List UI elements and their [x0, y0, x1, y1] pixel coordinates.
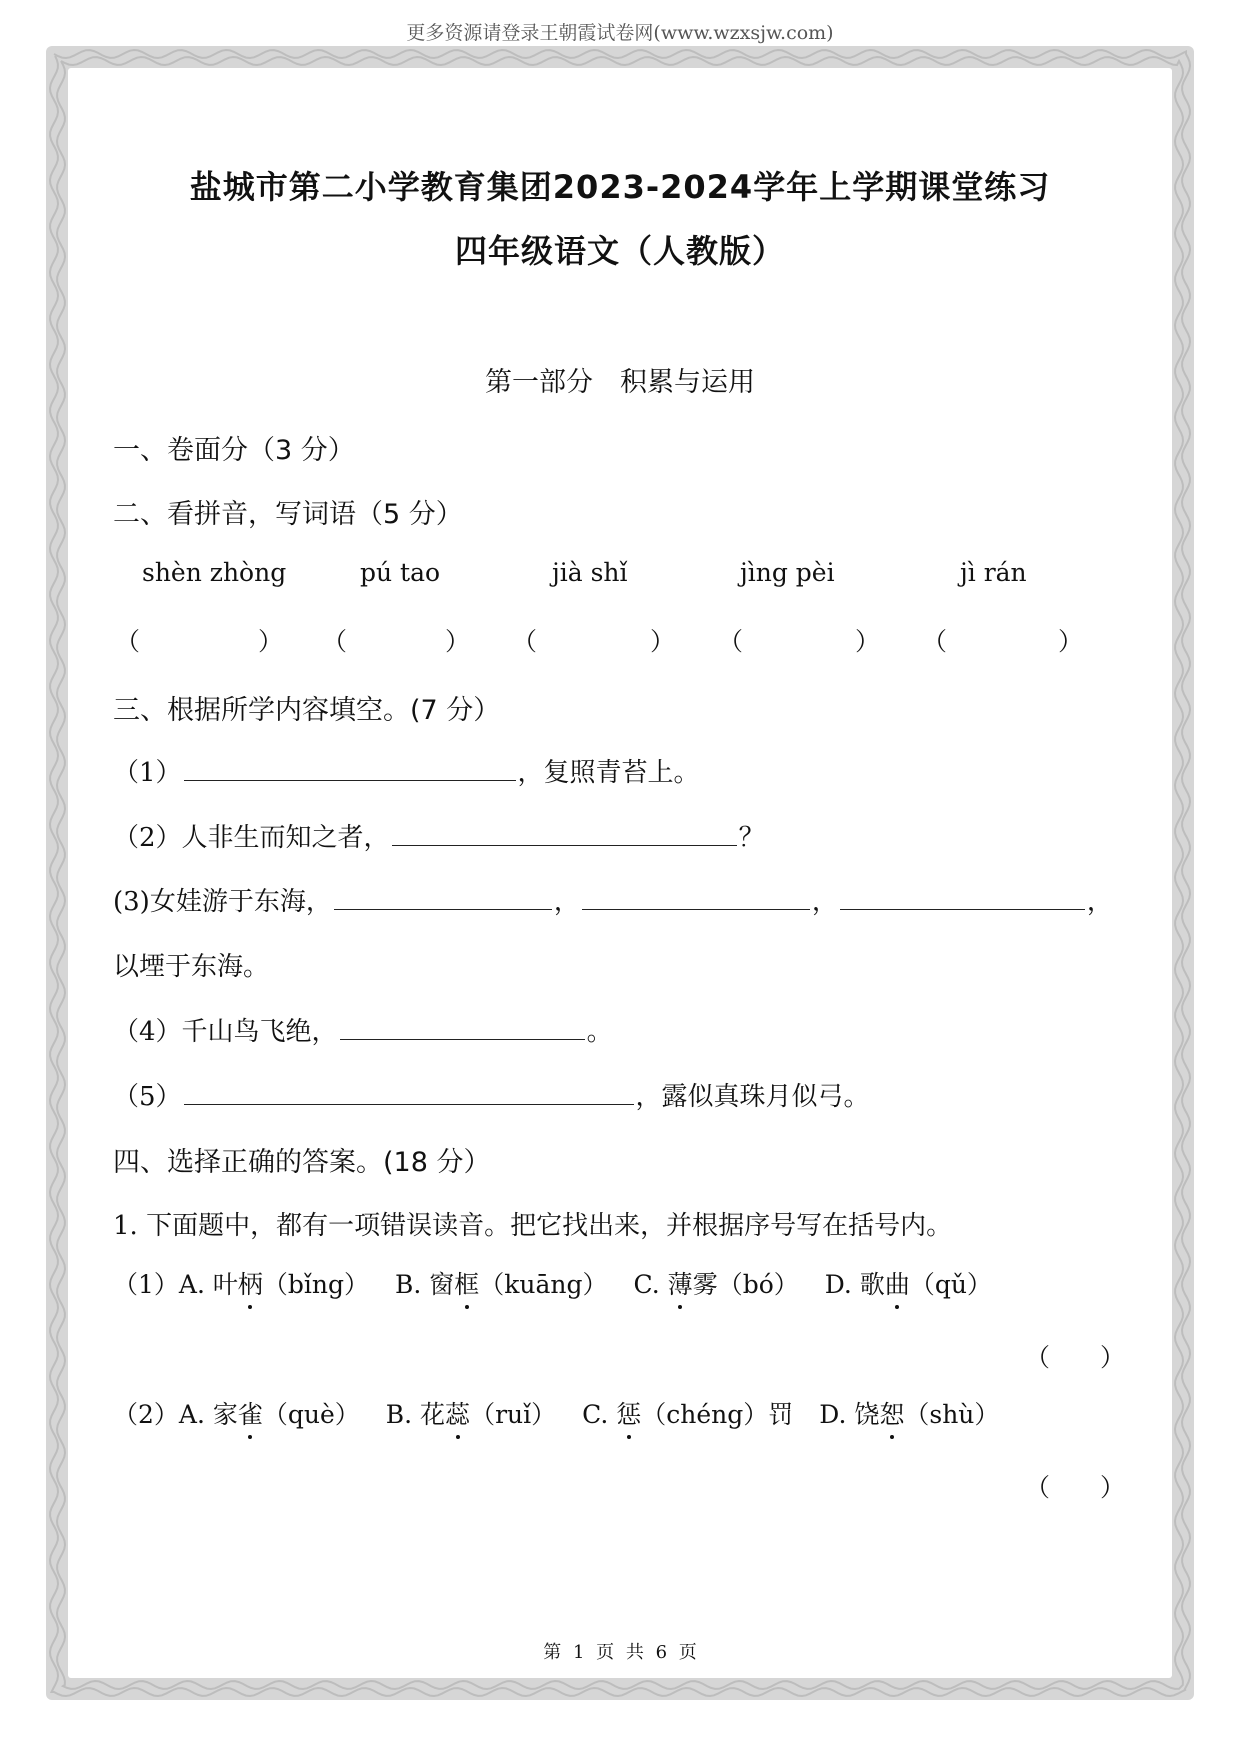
question-2-heading: 二、看拼音，写词语（5 分） [113, 499, 463, 530]
option-c: C. [582, 1400, 617, 1429]
fill-item-3-continued: 以堙于东海。 [113, 952, 270, 982]
item-text: 千山鸟飞绝， [181, 1017, 338, 1047]
question-1-heading: 一、卷面分（3 分） [113, 435, 355, 466]
option-d: D. 歌 [824, 1270, 885, 1299]
pinyin-item: shèn zhòng [142, 558, 287, 587]
answer-blank[interactable] [392, 819, 737, 846]
paren-close: ） [258, 627, 284, 656]
dotted-char: 薄 [668, 1265, 693, 1301]
option-c: C. [633, 1270, 668, 1299]
dotted-char: 恕 [879, 1395, 904, 1431]
dotted-char: 惩 [616, 1395, 641, 1431]
choice-row-1 [113, 1265, 992, 1301]
paren-open: （ [322, 627, 348, 656]
answer-blank[interactable] [582, 883, 810, 910]
item-text: ， [553, 887, 580, 917]
option-pinyin: （ruǐ） [470, 1400, 557, 1429]
item-label: （4） [113, 1017, 182, 1047]
item-text: 。 [586, 1017, 613, 1047]
dotted-char: 曲 [885, 1265, 910, 1301]
answer-blank[interactable] [340, 1013, 585, 1040]
item-text: ？ [738, 823, 765, 853]
fill-item-3 [113, 881, 1113, 918]
item-text: ，复照青苔上。 [517, 758, 700, 788]
paren-close: ） [445, 627, 471, 656]
item-text: 人非生而知之者， [181, 823, 390, 853]
paren-open: （ [922, 627, 948, 656]
option-pinyin: （chéng）罚 [641, 1400, 794, 1429]
question-4-heading: 四、选择正确的答案。(18 分） [113, 1147, 491, 1178]
paren-open: （ [512, 627, 538, 656]
dotted-char: 雀 [238, 1395, 263, 1431]
pinyin-item: jià shǐ [552, 558, 628, 587]
answer-blank[interactable] [840, 883, 1085, 910]
answer-paren-1[interactable]: （ ） [1025, 1343, 1126, 1372]
dotted-char: 蕊 [445, 1395, 470, 1431]
option-a: A. 叶 [178, 1270, 238, 1299]
option-text: 雾 [692, 1270, 718, 1299]
item-text: ， [811, 887, 838, 917]
page-number: 第 1 页 共 6 页 [543, 1642, 697, 1663]
item-label: （1） [113, 758, 182, 788]
dotted-char: 柄 [238, 1265, 263, 1301]
dotted-char: 框 [454, 1265, 479, 1301]
fill-item-4 [113, 1011, 613, 1048]
exam-subtitle: 四年级语文（人教版） [454, 232, 785, 270]
option-b: B. 窗 [394, 1270, 455, 1299]
paren-close: ） [650, 627, 676, 656]
item-label: （2） [113, 823, 182, 853]
option-pinyin: （bó） [717, 1270, 799, 1299]
pinyin-item: jìng pèi [740, 558, 835, 587]
answer-blank[interactable] [184, 1078, 634, 1105]
fill-item-2 [113, 817, 765, 854]
fill-item-1 [113, 752, 700, 789]
part1-title: 第一部分 积累与运用 [485, 367, 755, 398]
option-pinyin: （qǔ） [909, 1270, 992, 1299]
option-pinyin: （shù） [904, 1400, 1000, 1429]
option-d: D. 饶 [819, 1400, 880, 1429]
option-pinyin: （bǐng） [262, 1270, 369, 1299]
pinyin-item: jì rán [960, 558, 1027, 587]
option-b: B. 花 [385, 1400, 446, 1429]
answer-paren-2[interactable]: （ ） [1025, 1473, 1126, 1502]
exam-title: 盐城市第二小学教育集团2023-2024学年上学期课堂练习 [189, 168, 1051, 206]
paren-open: （ [115, 627, 141, 656]
option-pinyin: （kuāng） [479, 1270, 608, 1299]
answer-blank[interactable] [334, 883, 552, 910]
paren-open: （ [718, 627, 744, 656]
question-3-heading: 三、根据所学内容填空。(7 分） [113, 695, 501, 726]
paren-close: ） [1058, 627, 1084, 656]
item-text: ， [1086, 887, 1113, 917]
fill-item-5 [113, 1076, 870, 1113]
option-pinyin: （què） [262, 1400, 360, 1429]
item-text: ，露似真珠月似弓。 [635, 1082, 870, 1112]
question-4-sub1: 1. 下面题中，都有一项错误读音。把它找出来，并根据序号写在括号内。 [113, 1211, 953, 1241]
watermark: 更多资源请登录王朝霞试卷网(www.wzxsjw.com) [406, 22, 834, 44]
answer-blank[interactable] [184, 754, 516, 781]
choice-label: （1） [113, 1270, 179, 1299]
paren-close: ） [855, 627, 881, 656]
item-text: 女娃游于东海， [149, 887, 332, 917]
option-a: A. 家 [178, 1400, 238, 1429]
choice-row-2 [113, 1395, 999, 1431]
choice-label: （2） [113, 1400, 179, 1429]
item-label: （5） [113, 1082, 182, 1112]
pinyin-item: pú tao [360, 558, 441, 587]
item-label: (3) [113, 887, 150, 917]
